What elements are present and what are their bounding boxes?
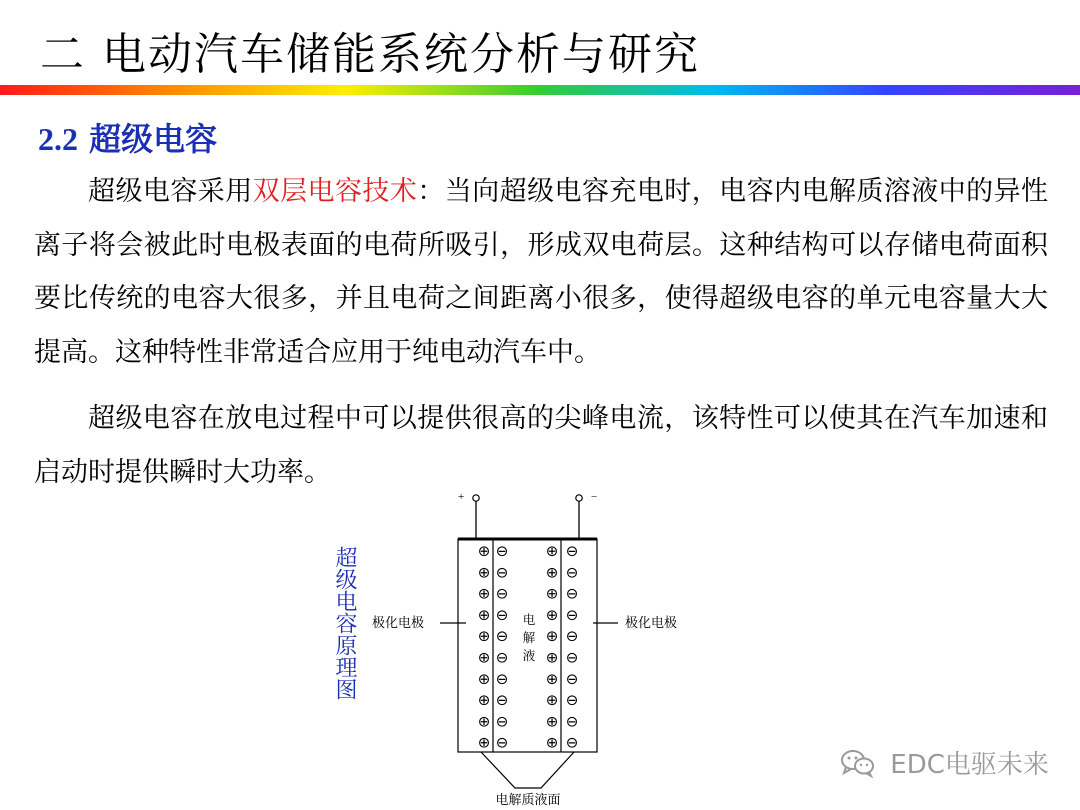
section-heading (38, 114, 217, 160)
supercapacitor-diagram (360, 488, 720, 808)
section-title: 超级电容 (89, 120, 218, 158)
electrolyte-char-1: 电 (522, 612, 536, 627)
plus-ion: ⊕ (545, 563, 559, 582)
minus-ion: ⊖ (495, 691, 509, 710)
paragraph-2: 超级电容在放电过程中可以提供很高的尖峰电流，该特性可以使其在汽车加速和启动时提供瞬时大功率。 (34, 403, 1048, 488)
plus-ion: ⊕ (545, 691, 559, 710)
minus-ion: ⊖ (565, 605, 579, 624)
plus-ion: ⊕ (545, 584, 559, 603)
minus-ion: ⊖ (495, 627, 509, 646)
watermark (840, 744, 1049, 781)
plus-ion: ⊕ (545, 669, 559, 688)
minus-ion: ⊖ (565, 669, 579, 688)
left-electrode-label: 极化电极 (372, 616, 425, 631)
paragraph-1-lead: 超级电容采用 (88, 176, 253, 207)
plus-ion: ⊕ (545, 733, 559, 752)
minus-ion: ⊖ (565, 712, 579, 731)
minus-ion: ⊖ (565, 627, 579, 646)
electrolyte-char-2: 解 (522, 630, 536, 645)
wechat-logo-icon (840, 748, 876, 778)
diagram-side-title: 超级电容原理图 (332, 546, 357, 700)
terminal-plus (473, 495, 479, 501)
right-electrode-label: 极化电极 (625, 616, 678, 631)
electrolyte-char-3: 液 (522, 648, 536, 663)
plus-ion: ⊕ (477, 605, 491, 624)
minus-ion: ⊖ (495, 712, 509, 731)
minus-ion: ⊖ (565, 733, 579, 752)
minus-ion: ⊖ (495, 542, 509, 560)
minus-ion: ⊖ (495, 648, 509, 667)
minus-ion: ⊖ (565, 542, 579, 560)
plus-ion: ⊕ (477, 669, 491, 688)
plus-ion: ⊕ (477, 542, 491, 560)
electrolyte-surface-label: 电解质液面 (495, 793, 561, 808)
terminal-plus-sign: + (458, 491, 465, 503)
plus-ion: ⊕ (477, 691, 491, 710)
plus-ion: ⊕ (545, 712, 559, 731)
minus-ion: ⊖ (495, 584, 509, 603)
plus-ion: ⊕ (545, 605, 559, 624)
minus-ion: ⊖ (565, 691, 579, 710)
minus-ion: ⊖ (565, 648, 579, 667)
plus-ion: ⊕ (545, 542, 559, 560)
terminal-minus-sign: − (591, 491, 598, 503)
minus-ion: ⊖ (565, 584, 579, 603)
plus-ion: ⊕ (477, 648, 491, 667)
rainbow-divider (0, 85, 1080, 95)
minus-ion: ⊖ (495, 563, 509, 582)
paragraph-1-rest: ：当向超级电容充电时，电容内电解质溶液中的异性离子将会被此时电极表面的电荷所吸引，形成双电荷层。这种结构可以存储电荷面积要比传统的电容大很多，并且电荷之间距离小很多，使得超级电容的单元电容量大大提高。这种特性非常适合应用于纯电动汽车中。 (34, 176, 1049, 368)
minus-ion: ⊖ (495, 605, 509, 624)
plus-ion: ⊕ (477, 584, 491, 603)
paragraph-1 (34, 165, 1048, 379)
plus-ion: ⊕ (477, 563, 491, 582)
plus-ion: ⊕ (545, 627, 559, 646)
minus-ion: ⊖ (565, 563, 579, 582)
terminal-minus (576, 495, 582, 501)
slide-title: 二 电动汽车储能系统分析与研究 (40, 29, 700, 80)
plus-ion: ⊕ (545, 648, 559, 667)
plus-ion: ⊕ (477, 712, 491, 731)
minus-ion: ⊖ (495, 733, 509, 752)
section-number: 2.2 (38, 121, 78, 157)
watermark-text: EDC电驱未来 (890, 750, 1049, 780)
plus-ion: ⊕ (477, 627, 491, 646)
minus-ion: ⊖ (495, 669, 509, 688)
plus-ion: ⊕ (477, 733, 491, 752)
highlight-term: 双层电容技术 (252, 176, 418, 207)
